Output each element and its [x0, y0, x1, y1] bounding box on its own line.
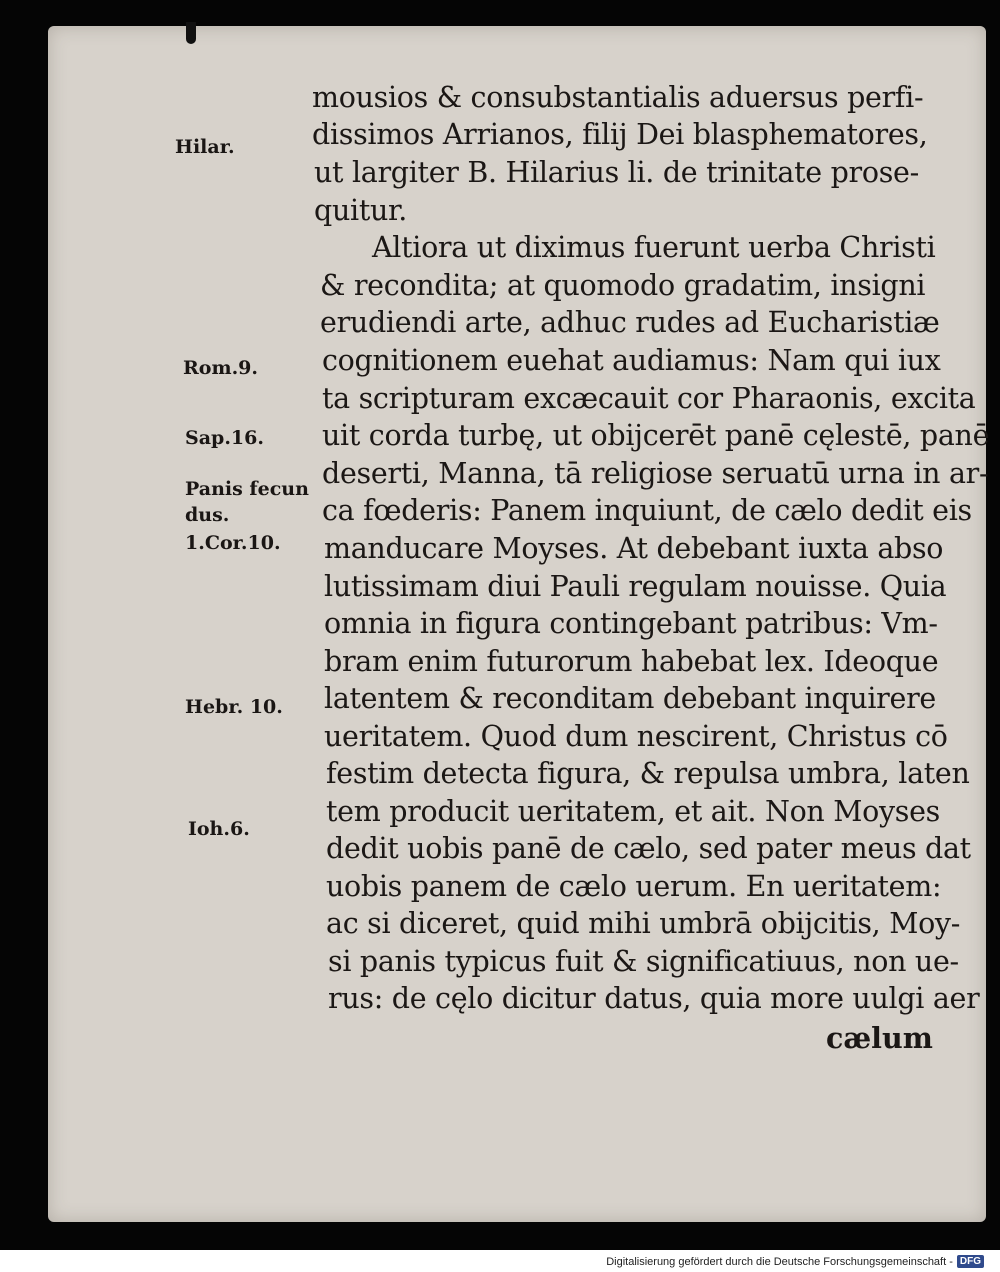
body-line: festim detecta figura, & repulsa umbra, laten	[326, 757, 970, 790]
body-line: dissimos Arrianos, filij Dei blasphematores,	[312, 118, 928, 151]
body-line: bram enim futurorum habebat lex. Ideoque	[324, 645, 939, 678]
body-line: ta scripturam excæcauit cor Pharaonis, excita	[322, 382, 976, 415]
body-line: quitur.	[314, 194, 407, 227]
body-line: ca fœderis: Panem inquiunt, de cælo dedit eis	[322, 494, 972, 527]
catchword: cælum	[826, 1021, 933, 1055]
body-line: erudiendi arte, adhuc rudes ad Eucharistiæ	[320, 306, 940, 339]
body-line: lutissimam diui Pauli regulam nouisse. Quia	[324, 570, 947, 603]
margin-note-panis-1: Panis fecun	[185, 478, 309, 500]
body-line: omnia in figura contingebant patribus: Vm-	[324, 607, 938, 640]
body-line: deserti, Manna, tā religiose seruatū urna in ar-	[322, 457, 989, 490]
body-line: Altiora ut diximus fuerunt uerba Christi	[372, 231, 936, 264]
body-line: si panis typicus fuit & significatiuus, non ue-	[328, 945, 959, 978]
footer-credit	[600, 1254, 988, 1269]
body-line: manducare Moyses. At debebant iuxta abso	[324, 532, 944, 565]
margin-note-rom: Rom.9.	[183, 357, 259, 379]
margin-note-cor: 1.Cor.10.	[185, 532, 281, 554]
body-line: ac si diceret, quid mihi umbrā obijcitis, Moy-	[326, 907, 961, 940]
margin-note-sap: Sap.16.	[185, 427, 264, 449]
body-line: uobis panem de cælo uerum. En ueritatem:	[326, 870, 942, 903]
body-line: dedit uobis panē de cælo, sed pater meus dat	[326, 832, 971, 865]
footer-text: Digitalisierung gefördert durch die Deutsche Forschungsgemeinschaft -	[606, 1255, 953, 1268]
margin-note-panis-2: dus.	[185, 504, 230, 526]
margin-note-ioh: Ioh.6.	[188, 818, 250, 840]
body-line: ut largiter B. Hilarius li. de trinitate prose-	[314, 156, 919, 189]
page-notch	[186, 22, 196, 44]
dfg-logo-icon: DFG	[957, 1255, 984, 1268]
body-line: cognitionem euehat audiamus: Nam qui iux	[322, 344, 941, 377]
body-line: uit corda turbę, ut obijcerēt panē cęlestē, panē	[322, 419, 990, 452]
body-line: ueritatem. Quod dum nescirent, Christus cō	[324, 720, 948, 753]
body-line: tem producit ueritatem, et ait. Non Moyses	[326, 795, 941, 828]
body-line: latentem & reconditam debebant inquirere	[324, 682, 936, 715]
body-line: rus: de cęlo dicitur datus, quia more uulgi aer	[328, 982, 980, 1015]
body-line: mousios & consubstantialis aduersus perfi-	[312, 81, 924, 114]
body-line: & recondita; at quomodo gradatim, insigni	[320, 269, 926, 302]
margin-note-hebr: Hebr. 10.	[185, 696, 283, 718]
margin-note-hilar: Hilar.	[175, 136, 235, 158]
